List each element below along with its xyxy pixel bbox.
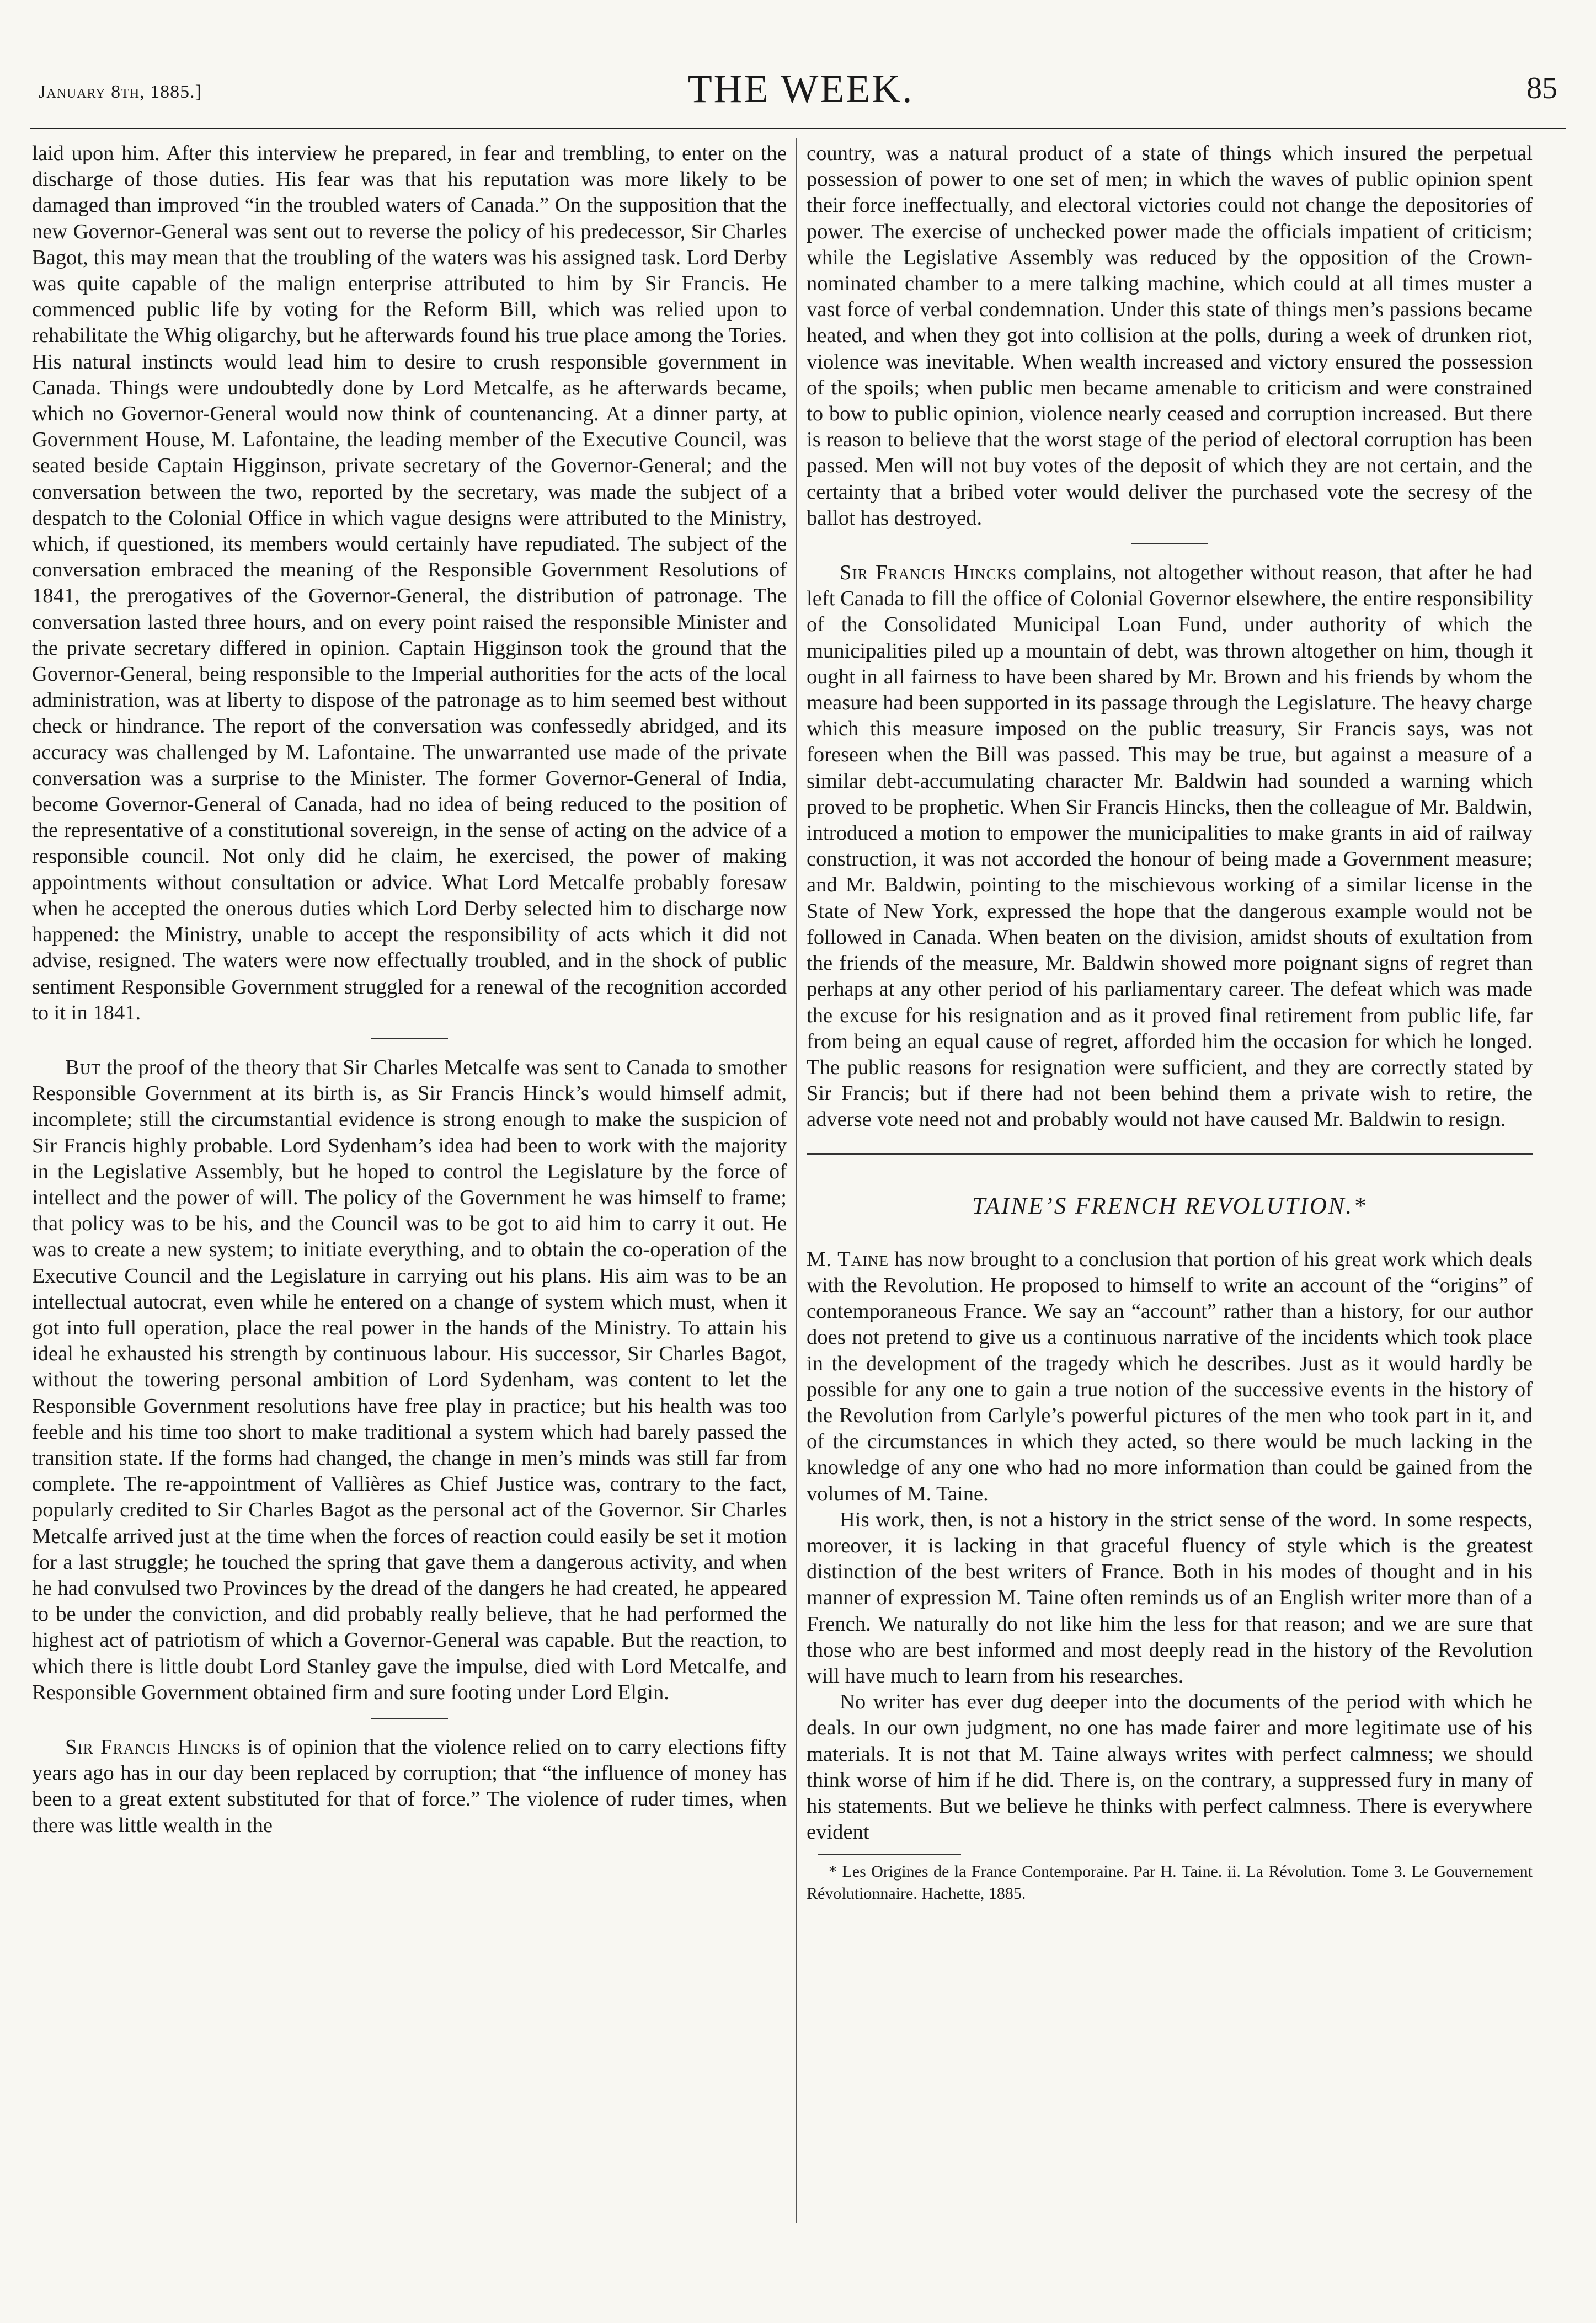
paragraph bbox=[32, 1055, 787, 1706]
masthead-title: THE WEEK. bbox=[687, 67, 914, 111]
right-column bbox=[807, 141, 1533, 1905]
paragraph-body: has now brought to a conclusion that portion of his great work which deals with the Revolution. He proposed to himself to write an account of the “origins” of contemporaneous France. We say an “account” rather than a history, for our author does not pretend to give us a continuous narrative of the incidents which took place in the development of the tragedy which he describes. Just as it would hardly be possible for any one to gain a true notion of the successive events in the history of the Revolution from Carlyle’s powerful pictures of the men who took part in it, and of the circumstances in which they acted, so there would be much lacking in the knowledge of any one who had no more information than could be gained from the volumes of M. Taine. bbox=[807, 1247, 1533, 1505]
article-rule bbox=[807, 1153, 1533, 1155]
section-separator bbox=[371, 1038, 448, 1039]
paragraph-body: the proof of the theory that Sir Charles Metcalfe was sent to Canada to smother Responsible Government at its birth is, as Sir Francis Hinck’s would himself admit, incomplete; still the circumstantial evidence is strong enough to make the suspicion of Sir Francis highly probable. Lord Sydenham’s idea had been to work with the majority in the Legislative Assembly, but he hoped to control the Legislature by the force of intellect and the power of will. The policy of the Government he was himself to frame; that policy was to be his, and the Council was to be got to aid him to carry it out. He was to create a new system; to initiate everything, and to obtain the co-operation of the Executive Council and the Legislature in carrying out his plans. His aim was to be an intellectual autocrat, even while he entered on a change of system which must, when it got into full operation, place the real power in the hands of the Ministry. To attain his ideal he exhausted his strength by continuous labour. His successor, Sir Charles Bagot, without the towering personal ambition of Lord Sydenham, was content to let the Responsible Government resolutions have free play in practice; but his health was too feeble and his time too short to make traditional a system which had barely passed the transition state. If the forms had changed, the change in men’s minds was still far from complete. The re-appointment of Vallières as Chief Justice was, contrary to the fact, popularly credited to Sir Charles Bagot as the personal act of the Governor. Sir Charles Metcalfe arrived just at the time when the forces of reaction could easily be set it motion for a last struggle; he touched the spring that gave them a dangerous activity, and when he had convulsed two Provinces by the dread of the dangers he had created, he appeared to be under the conviction, and did probably really believe, that he had performed the highest act of patriotism of which a Governor-General was capable. But the reaction, to which there is little doubt Lord Stanley gave the impulse, died with Lord Metcalfe, and Responsible Government obtained firm and sure footing under Lord Elgin. bbox=[32, 1055, 787, 1704]
footnote: * Les Origines de la France Contemporaine. Par H. Taine. ii. La Révolution. Tome 3. Le Gouvernement Révolutionnaire. Hachette, 1885. bbox=[807, 1862, 1533, 1903]
paragraph-body: is of opinion that the violence relied on to carry elections fifty years ago has in our day been replaced by corruption; that “the influence of money has been to a great extent substituted for that of force.” The violence of ruder times, when there was little wealth in the bbox=[32, 1735, 787, 1837]
paragraph-lead: M. Taine bbox=[807, 1247, 889, 1271]
article-title: TAINE’S FRENCH REVOLUTION.* bbox=[972, 1193, 1367, 1219]
issue-date: January 8th, 1885.] bbox=[39, 82, 202, 102]
paragraph-body: complains, not altogether without reason, that after he had left Canada to fill the office of Colonial Governor elsewhere, the entire responsibility of the Consolidated Municipal Loan Fund, under authority of which the municipalities piled up a mountain of debt, was thrown altogether on him, though it ought in all fairness to have been shared by Mr. Brown and his friends by whom the measure had been supported in its passage through the Legislature. The heavy charge which this measure imposed on the public treasury, Sir Francis says, was not foreseen when the Bill was passed. This may be true, but against a measure of a similar debt-accumulating character Mr. Baldwin had sounded a warning which proved to be prophetic. When Sir Francis Hincks, then the colleague of Mr. Baldwin, introduced a motion to empower the municipalities to make grants in aid of railway construction, it was not accorded the honour of being made a Government measure; and Mr. Baldwin, pointing to the mischievous working of a similar license in the State of New York, expressed the hope that the dangerous example would not be followed in Canada. When beaten on the division, amidst shouts of exultation from the friends of the measure, Mr. Baldwin showed more poignant signs of regret than perhaps at any other period of his parliamentary career. The defeat which was made the excuse for his resignation and as it proved final retirement from public life, far from being an equal cause of regret, afforded him the occasion for which he longed. The public reasons for resignation were sufficient, and they are correctly stated by Sir Francis; but if there had not been behind them a private wish to retire, the adverse vote need not and probably would not have caused Mr. Baldwin to resign. bbox=[807, 561, 1533, 1131]
header-rule bbox=[30, 128, 1566, 132]
paragraph bbox=[807, 1247, 1533, 1507]
section-separator bbox=[1131, 543, 1208, 544]
page-number: 85 bbox=[1526, 71, 1557, 105]
paragraph-lead: But bbox=[65, 1055, 101, 1079]
paragraph-lead: Sir Francis Hincks bbox=[840, 561, 1017, 585]
paragraph-lead: Sir Francis Hincks bbox=[65, 1735, 241, 1759]
left-column bbox=[32, 141, 787, 1839]
paragraph: His work, then, is not a history in the strict sense of the word. In some respects, moreover, it is lacking in that graceful fluency of style which is the greatest distinction of the best writers of France. Both in his modes of thought and in his manner of expression M. Taine often reminds us of an English writer more than of a French. We naturally do not like him the less for that reason; and we are sure that those who are best informed and most deeply read in the history of the Revolution will have much to learn from his researches. bbox=[807, 1508, 1533, 1687]
paragraph: No writer has ever dug deeper into the documents of the period with which he deals. In our own judgment, no one has made fairer and more legitimate use of his materials. It is not that M. Taine always writes with perfect calmness; we should think worse of him if he did. There is, on the contrary, a suppressed fury in many of his statements. But we believe he thinks with perfect calmness. There is everywhere evident bbox=[807, 1690, 1533, 1844]
paragraph: country, was a natural product of a state of things which insured the perpetual possession of power to one set of men; in which the waves of public opinion spent their force ineffectually, and electoral victories could not change the depositories of power. The exercise of unchecked power made the officials impatient of criticism; while the Legislative Assembly was reduced by the opposition of the Crown-nominated chamber to a mere talking machine, which could at all times muster a vast force of verbal condemnation. Under this state of things men’s passions became heated, and when they got into collision at the polls, during a week of drunken riot, violence was inevitable. When wealth increased and victory ensured the possession of the spoils; when public men became amenable to criticism and were constrained to bow to public opinion, violence nearly ceased and corruption increased. But there is reason to believe that the worst stage of the period of electoral corruption has been passed. Men will not buy votes of the deposit of which they are not certain, and the certainty that a bribed voter would deliver the purchased vote the secresy of the ballot has destroyed. bbox=[807, 142, 1533, 530]
paragraph bbox=[807, 560, 1533, 1133]
paragraph: laid upon him. After this interview he prepared, in fear and trembling, to enter on the discharge of those duties. His fear was that his reputation was more likely to be damaged than improved “in the troubled waters of Canada.” On the supposition that the new Governor-General was sent out to reverse the policy of his predecessor, Sir Charles Bagot, this may mean that the troubling of the waters was his assigned task. Lord Derby was quite capable of the malign enterprise attributed to him by Sir Francis. He commenced public life by voting for the Reform Bill, which was relied upon to rehabilitate the Whig oligarchy, but he afterwards found his true place among the Tories. His natural instincts would lead him to desire to crush responsible government in Canada. Things were undoubtedly done by Lord Metcalfe, as he afterwards became, which no Governor-General would now think of countenancing. At a dinner party, at Government House, M. Lafontaine, the leading member of the Executive Council, was seated beside Captain Higginson, private secretary of the Governor-General; and the conversation between the two, reported by the secretary, was made the subject of a despatch to the Colonial Office in which vague designs were attributed to the Ministry, which, if questioned, its members would certainly have repudiated. The subject of the conversation embraced the meaning of the Responsible Government Resolutions of 1841, the prerogatives of the Governor-General, the distribution of patronage. The conversation lasted three hours, and on every point raised the responsible Minister and the private secretary differed in opinion. Captain Higginson took the ground that the Governor-General, being responsible to the Imperial authorities for the acts of the local administration, was at liberty to dispose of the patronage as to him seemed best without check or hindrance. The report of the conversation was confessedly abridged, and its accuracy was challenged by M. Lafontaine. The unwarranted use made of the private conversation was a surprise to the Minister. The former Governor-General of India, become Governor-General of Canada, had no idea of being reduced to the position of the representative of a constitutional sovereign, in the sense of acting on the advice of a responsible council. Not only did he claim, he exercised, the power of making appointments without consultation or advice. What Lord Metcalfe probably foresaw when he accepted the onerous duties which Lord Derby selected him to discharge now happened: the Ministry, unable to accept the responsibility of acts which it did not advise, resigned. The waters were now effectually troubled, and in the shock of public sentiment Responsible Government struggled for a renewal of the recognition accorded to it in 1841. bbox=[32, 142, 787, 1024]
footnote-rule bbox=[818, 1854, 961, 1855]
paragraph bbox=[32, 1734, 787, 1839]
column-divider bbox=[796, 138, 797, 2223]
page-header bbox=[39, 66, 1563, 127]
section-separator bbox=[371, 1718, 448, 1719]
